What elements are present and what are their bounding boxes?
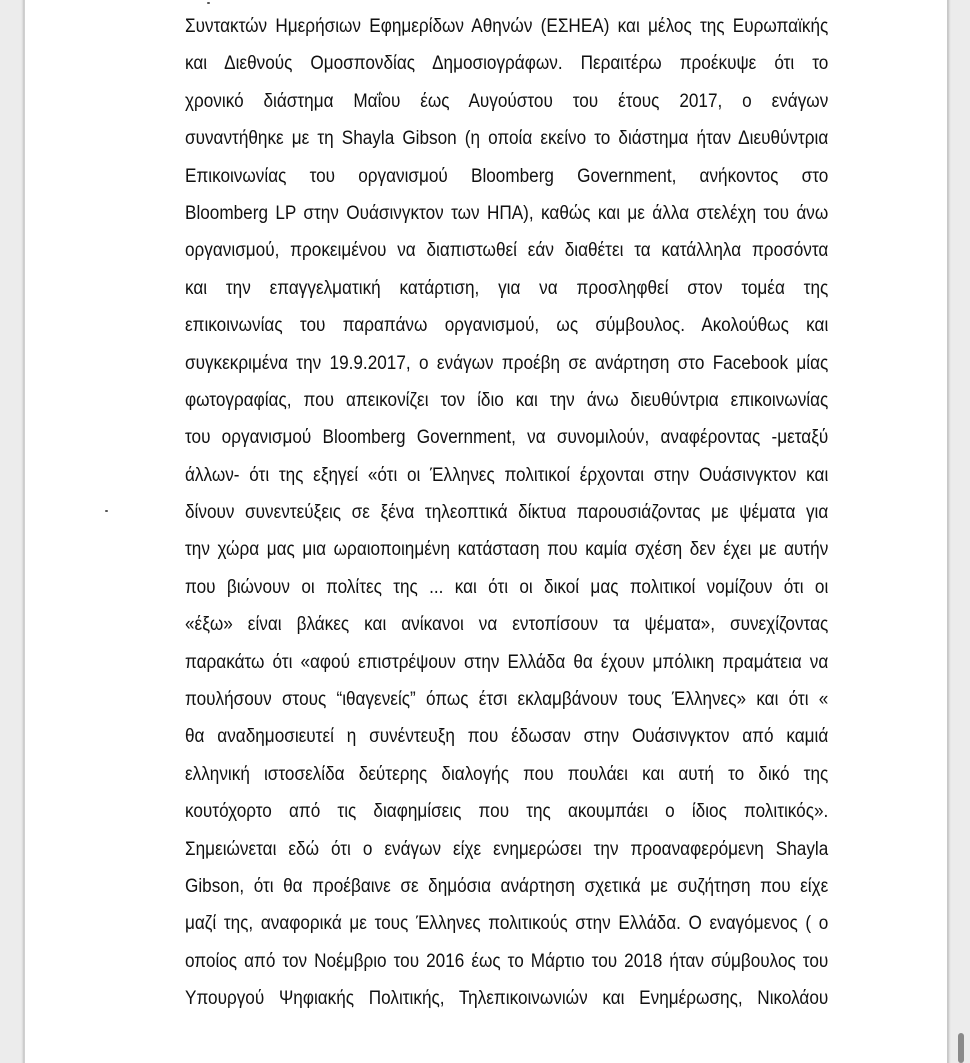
- text-line: και την επαγγελματική κατάρτιση, για να προσληφθεί στον τομέα της: [185, 276, 829, 299]
- text-line: φωτογραφίας, που απεικονίζει τον ίδιο και την άνω διευθύντρια επικοινωνίας: [185, 388, 829, 411]
- text-line: Συντακτών Ημερήσιων Εφημερίδων Αθηνών (ΕΣΗΕΑ) και μέλος της Ευρωπαϊκής: [185, 15, 829, 37]
- text-line: οργανισμού, προκειμένου να διαπιστωθεί εάν διαθέτει τα κατάλληλα προσόντα: [185, 239, 829, 262]
- text-line: Επικοινωνίας του οργανισμού Bloomberg Government, ανήκοντος στο: [185, 164, 829, 187]
- text-line: οποίος από τον Νοέμβριο του 2016 έως το Μάρτιο του 2018 ήταν σύμβουλος του: [185, 949, 829, 972]
- text-line: θα αναδημοσιευτεί η συνέντευξη που έδωσαν στην Ουάσινγκτον από καμιά: [185, 725, 829, 748]
- document-page: [24, 0, 948, 1063]
- text-line: Gibson, ότι θα προέβαινε σε δημόσια ανάρτηση σχετικά με συζήτηση που είχε: [185, 874, 829, 897]
- scrollbar-thumb[interactable]: [958, 1033, 964, 1063]
- document-text: [185, 8, 828, 1018]
- text-line: συγκεκριμένα την 19.9.2017, ο ενάγων προέβη σε ανάρτηση στο Facebook μίας: [185, 351, 829, 374]
- text-line: του οργανισμού Bloomberg Government, να συνομιλούν, αναφέροντας -μεταξύ: [185, 426, 829, 449]
- text-line: και Διεθνούς Ομοσπονδίας Δημοσιογράφων. Περαιτέρω προέκυψε ότι το: [185, 52, 829, 75]
- text-line: την χώρα μας μια ωραιοποιημένη κατάσταση που καμία σχέση δεν έχει με αυτήν: [185, 538, 829, 561]
- scan-speck: [105, 510, 108, 512]
- text-line: Σημειώνεται εδώ ότι ο ενάγων είχε ενημερώσει την προαναφερόμενη Shayla: [185, 837, 829, 860]
- text-line: Bloomberg LP στην Ουάσινγκτον των ΗΠΑ), καθώς και με άλλα στελέχη του άνω: [185, 201, 829, 224]
- text-line: επικοινωνίας του παραπάνω οργανισμού, ως σύμβουλος. Ακολούθως και: [185, 314, 829, 337]
- text-line: άλλων- ότι της εξηγεί «ότι οι Έλληνες πολιτικοί έρχονται στην Ουάσινγκτον και: [185, 463, 829, 486]
- scan-speck: [207, 2, 210, 4]
- text-line: που βιώνουν οι πολίτες της ... και ότι οι δικοί μας πολιτικοί νομίζουν ότι οι: [185, 575, 829, 598]
- text-line: κουτόχορτο από τις διαφημίσεις που της ακουμπάει ο ίδιος πολιτικός».: [185, 800, 829, 823]
- text-line: Υπουργού Ψηφιακής Πολιτικής, Τηλεπικοινωνιών και Ενημέρωσης, Νικολάου: [185, 987, 829, 1010]
- text-line: δίνουν συνεντεύξεις σε ξένα τηλεοπτικά δίκτυα παρουσιάζοντας με ψέματα για: [185, 501, 829, 524]
- text-line: ελληνική ιστοσελίδα δεύτερης διαλογής που πουλάει και αυτή το δικό της: [185, 762, 829, 785]
- text-line: «έξω» είναι βλάκες και ανίκανοι να εντοπίσουν τα ψέματα», συνεχίζοντας: [185, 613, 829, 636]
- text-line: μαζί της, αναφορικά με τους Έλληνες πολιτικούς στην Ελλάδα. Ο εναγόμενος ( ο: [185, 912, 829, 935]
- text-line: χρονικό διάστημα Μαΐου έως Αυγούστου του έτους 2017, ο ενάγων: [185, 89, 829, 112]
- text-line: πουλήσουν στους “ιθαγενείς” όπως έτσι εκλαμβάνουν τους Έλληνες» και ότι «: [185, 688, 829, 711]
- text-line: παρακάτω ότι «αφού επιστρέψουν στην Ελλάδα θα έχουν μπόλικη πραμάτεια να: [185, 650, 829, 673]
- text-line: συναντήθηκε με τη Shayla Gibson (η οποία εκείνο το διάστημα ήταν Διευθύντρια: [185, 127, 829, 150]
